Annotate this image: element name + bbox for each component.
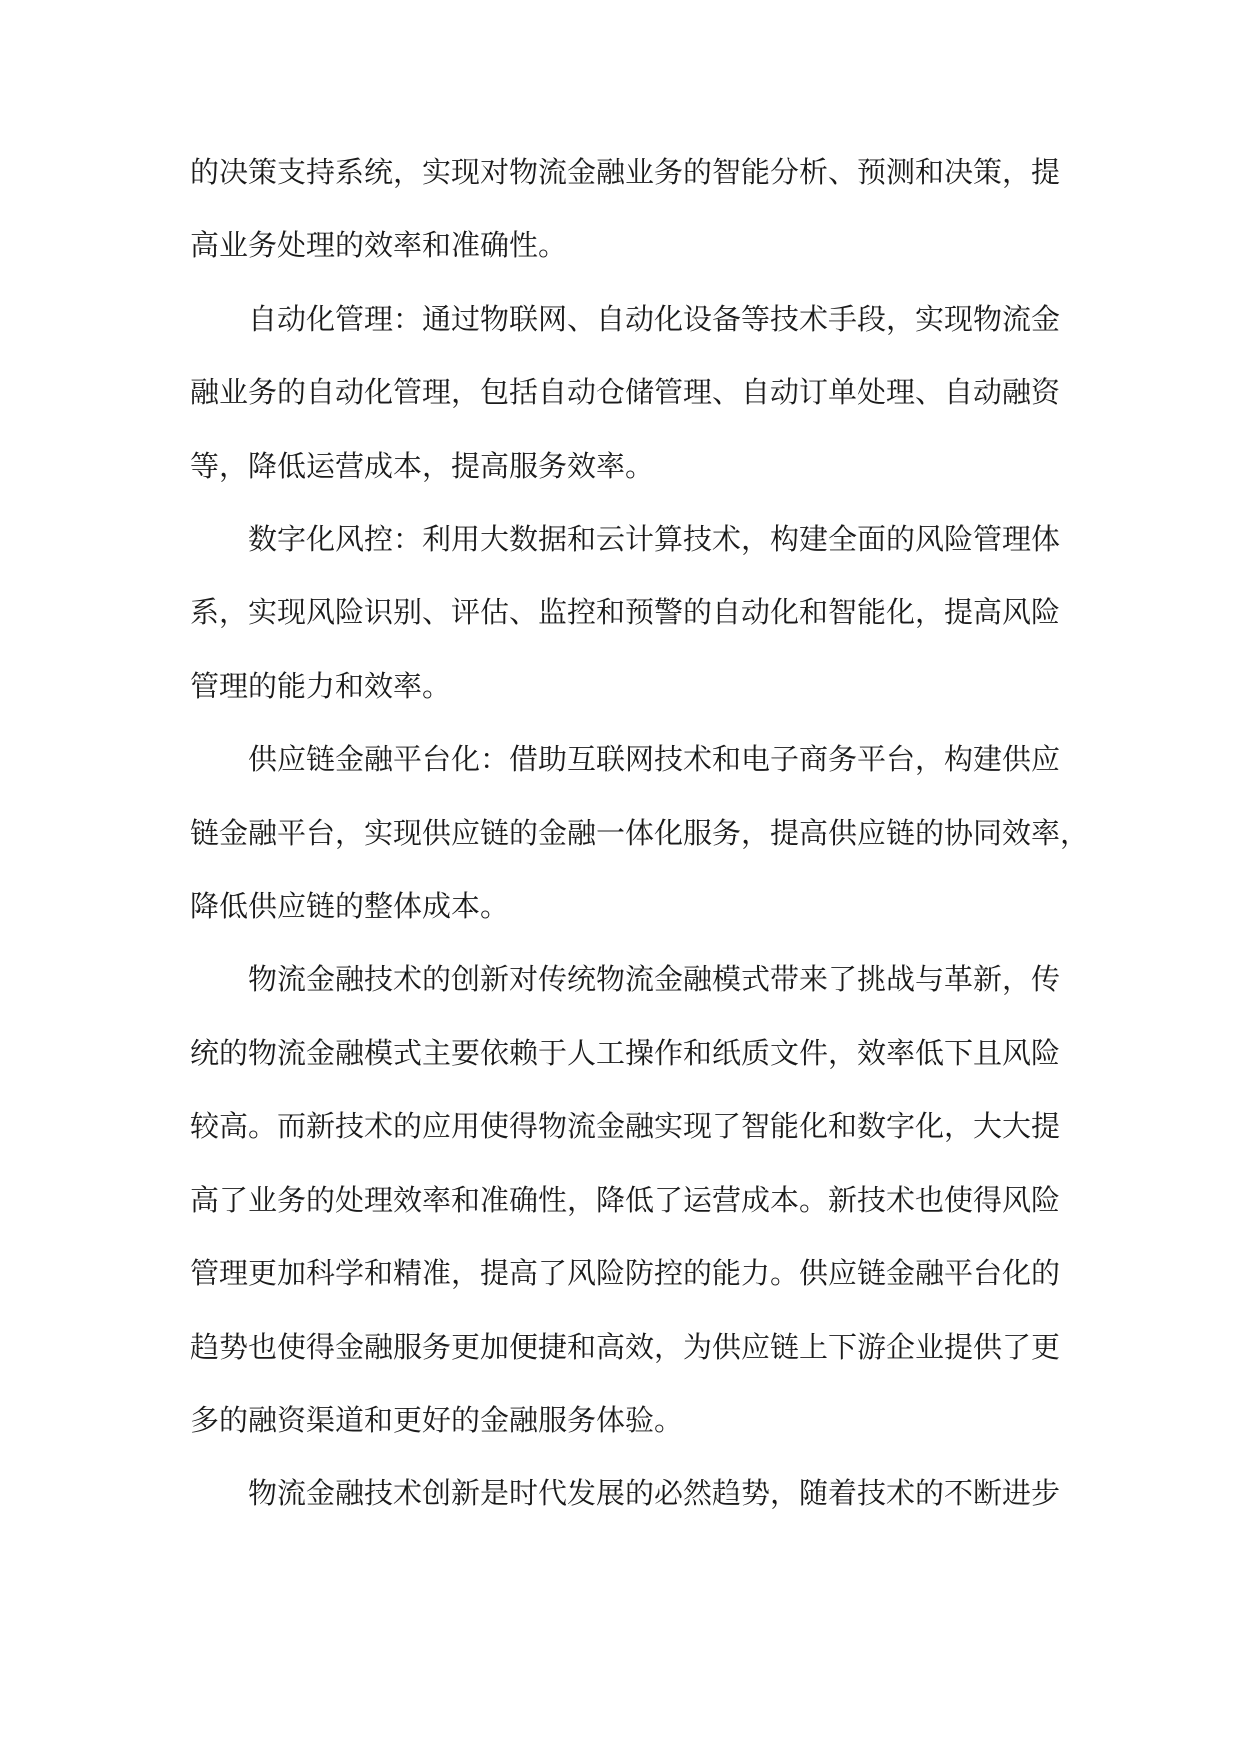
paragraph-supply-chain-platform [190, 723, 1090, 943]
text-line: 数字化风控：利用大数据和云计算技术，构建全面的风险管理体 [248, 522, 1061, 557]
text-line: 降低供应链的整体成本。 [190, 889, 510, 924]
text-line: 高业务处理的效率和准确性。 [190, 228, 568, 263]
text-line: 较高。而新技术的应用使得物流金融实现了智能化和数字化，大大提 [190, 1109, 1061, 1144]
text-line: 高了业务的处理效率和准确性，降低了运营成本。新技术也使得风险 [190, 1182, 1061, 1217]
paragraph-digital-risk-control [190, 503, 1061, 723]
paragraph-innovation-impact [190, 943, 1061, 1457]
text-line: 多的融资渠道和更好的金融服务体验。 [190, 1402, 684, 1437]
text-line: 统的物流金融模式主要依赖于人工操作和纸质文件，效率低下且风险 [190, 1035, 1061, 1070]
text-line: 物流金融技术创新是时代发展的必然趋势，随着技术的不断进步 [248, 1476, 1061, 1511]
text-line: 的决策支持系统，实现对物流金融业务的智能分析、预测和决策，提 [190, 155, 1061, 189]
text-line: 物流金融技术的创新对传统物流金融模式带来了挑战与革新，传 [248, 962, 1061, 997]
text-line: 融业务的自动化管理，包括自动仓储管理、自动订单处理、自动融资 [190, 375, 1061, 410]
paragraph-decision-support [190, 136, 1061, 283]
text-line: 系，实现风险识别、评估、监控和预警的自动化和智能化，提高风险 [190, 595, 1061, 630]
paragraph-automated-management [190, 283, 1061, 503]
text-line: 管理更加科学和精准，提高了风险防控的能力。供应链金融平台化的 [190, 1256, 1061, 1291]
paragraph-innovation-trend [190, 1457, 1061, 1530]
text-line: 自动化管理：通过物联网、自动化设备等技术手段，实现物流金 [248, 301, 1061, 336]
text-line: 链金融平台，实现供应链的金融一体化服务，提高供应链的协同效率， [190, 815, 1090, 850]
text-line: 供应链金融平台化：借助互联网技术和电子商务平台，构建供应 [248, 742, 1061, 777]
text-line: 趋势也使得金融服务更加便捷和高效，为供应链上下游企业提供了更 [190, 1329, 1061, 1364]
text-line: 等，降低运营成本，提高服务效率。 [190, 448, 655, 483]
document-body [190, 136, 1090, 1531]
text-line: 管理的能力和效率。 [190, 668, 452, 703]
